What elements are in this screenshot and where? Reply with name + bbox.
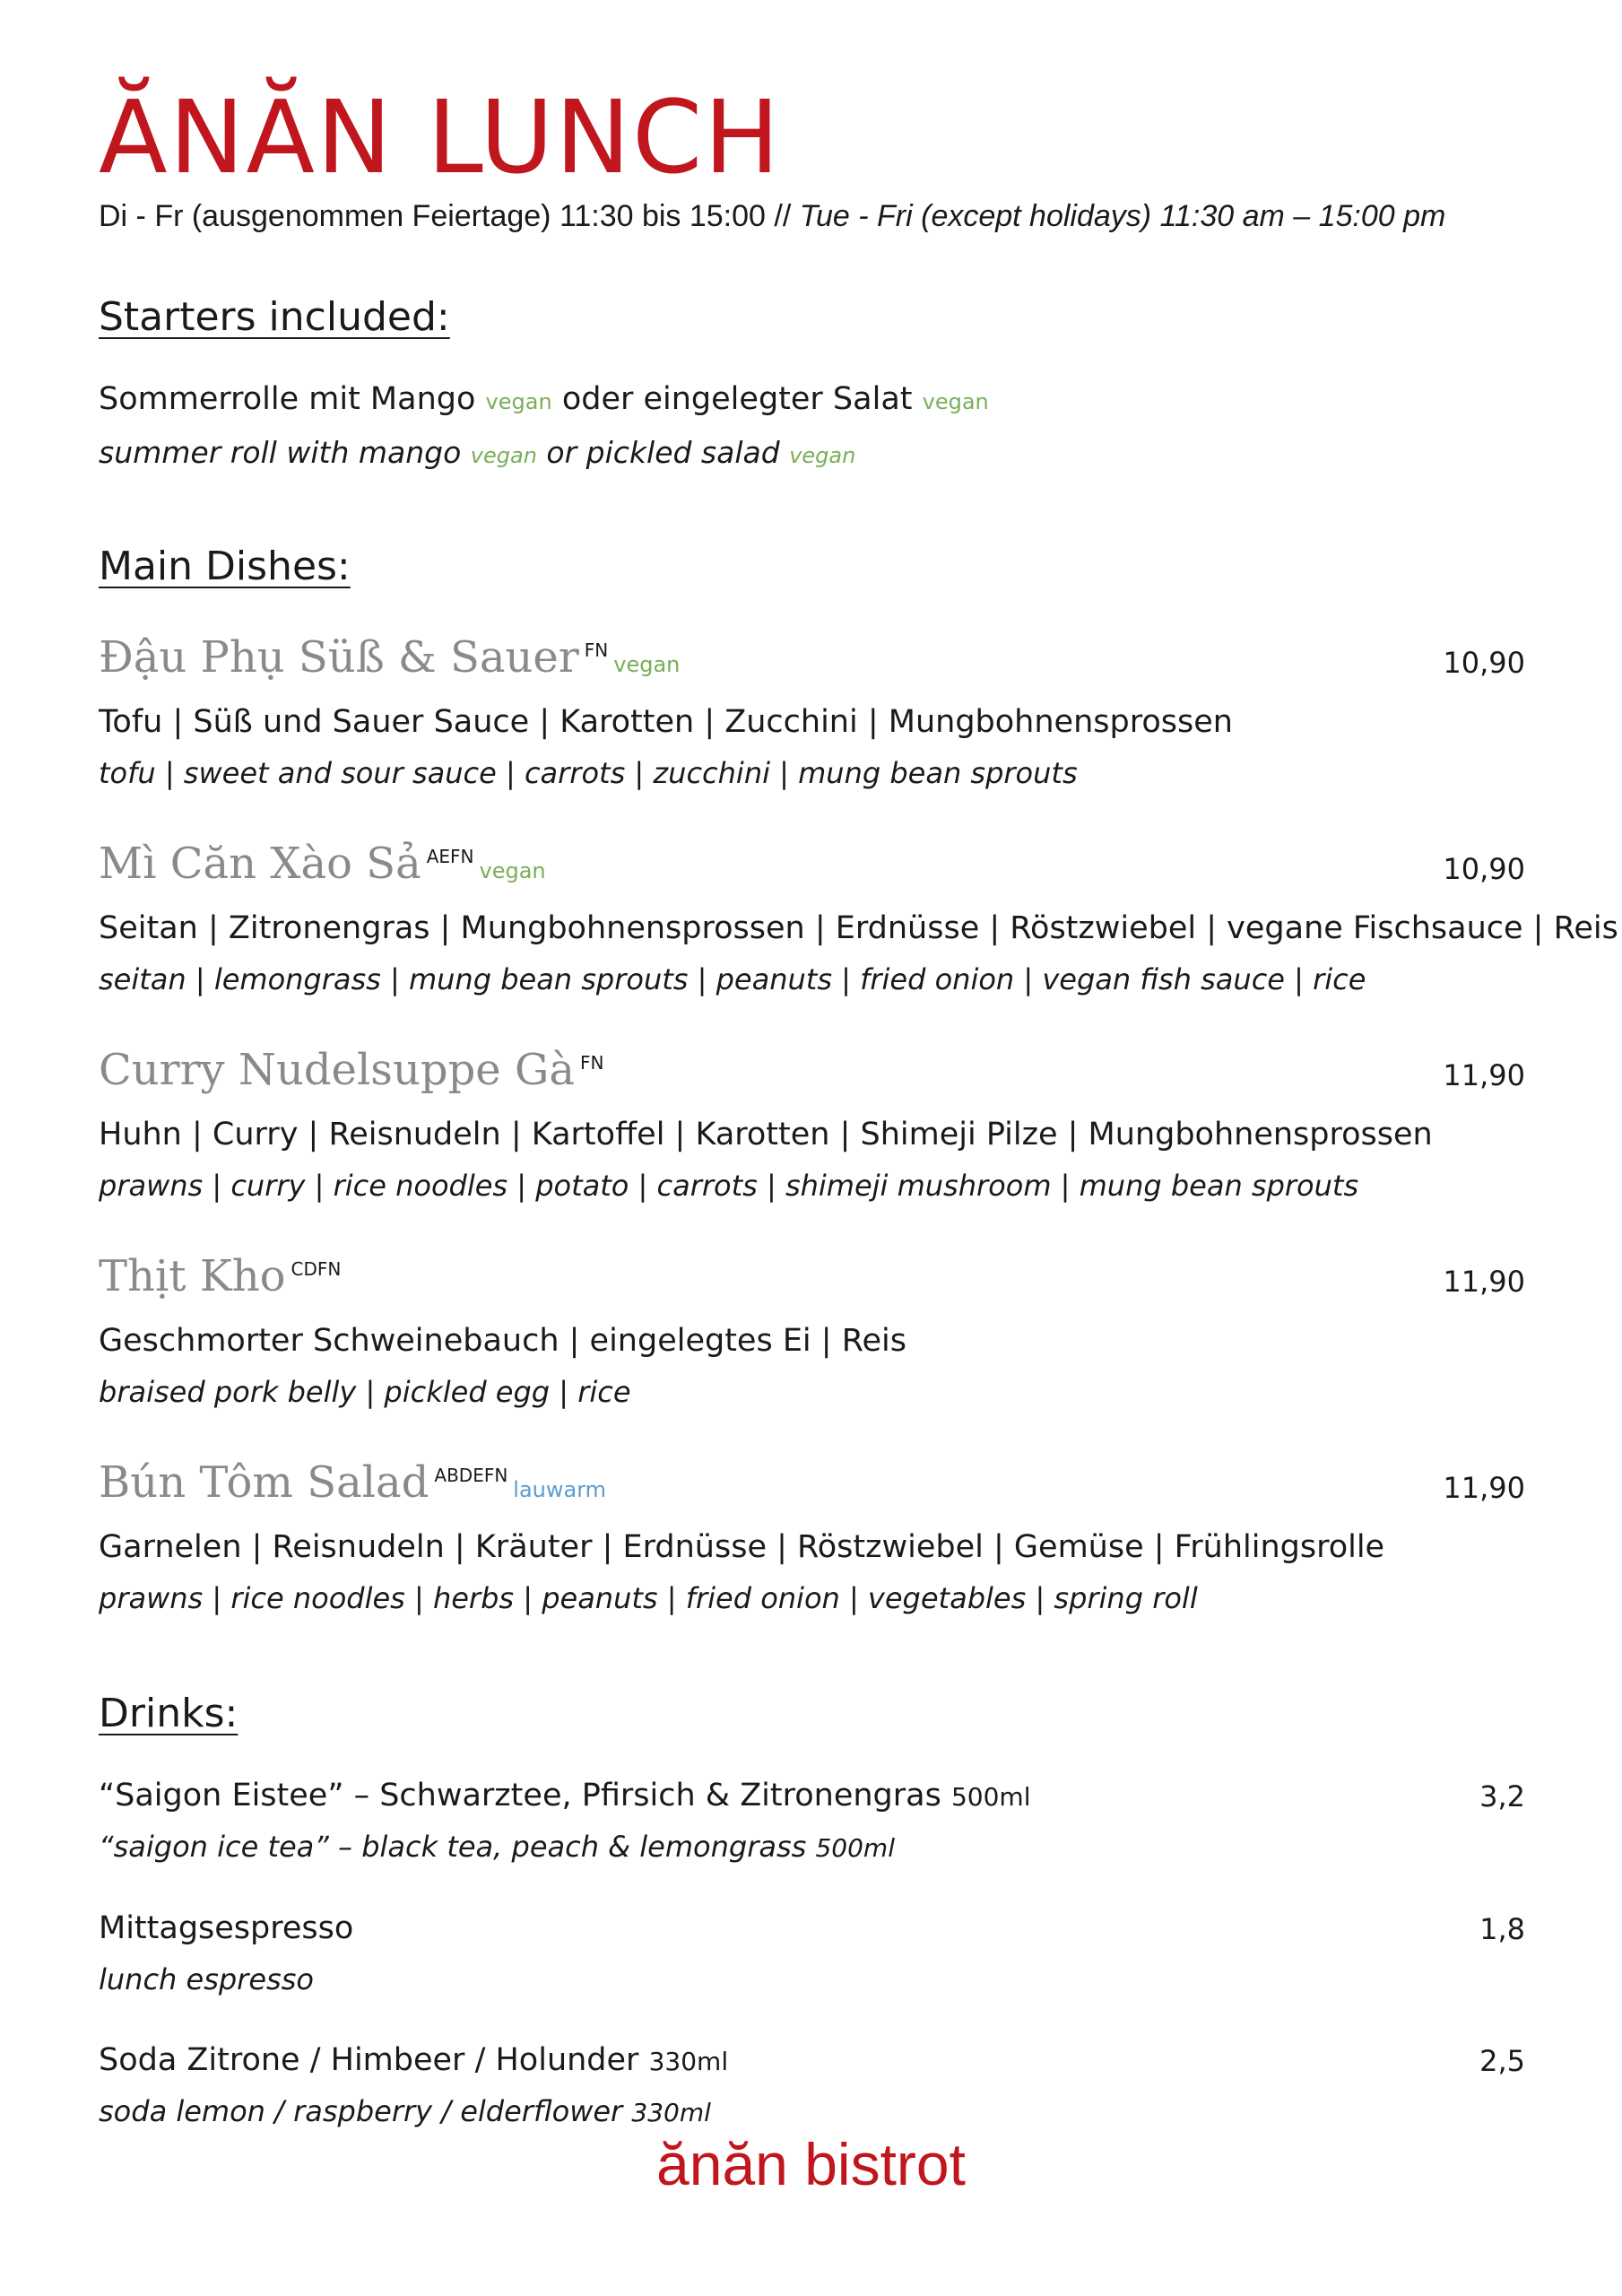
dish-title: Curry Nudelsuppe Gà xyxy=(99,1045,575,1095)
dish-description-en: seitan | lemongrass | mung bean sprouts | peanuts | fried onion | vegan fish sauce | rice xyxy=(99,962,1366,996)
dish-description-de: Geschmorter Schweinebauch | eingelegtes Ei | Reis xyxy=(99,1323,906,1359)
dish-name xyxy=(99,1251,341,1301)
dish-description-en: prawns | rice noodles | herbs | peanuts | fried onion | vegetables | spring roll xyxy=(99,1581,1198,1615)
allergen-codes: ABDEFN xyxy=(434,1465,508,1486)
page-title: ĂNĂN LUNCH xyxy=(99,80,782,196)
dish-title: Bún Tôm Salad xyxy=(99,1457,429,1508)
drink-price: 3,2 xyxy=(1479,1779,1525,1813)
drink-name-en xyxy=(99,1830,895,1864)
dish-description-en: braised pork belly | pickled egg | rice xyxy=(99,1375,631,1409)
drink-volume: 330ml xyxy=(648,2047,729,2076)
drink-volume: 330ml xyxy=(631,2098,711,2127)
dish-name xyxy=(99,1045,603,1095)
dish-description-de: Huhn | Curry | Reisnudeln | Kartoffel | Karotten | Shimeji Pilze | Mungbohnensprossen xyxy=(99,1117,1433,1152)
vegan-tag: vegan xyxy=(470,443,537,468)
opening-hours-en: Tue - Fri (except holidays) 11:30 am – 15:00 pm xyxy=(799,199,1446,233)
allergen-codes: CDFN xyxy=(291,1258,342,1280)
drink-volume: 500ml xyxy=(950,1782,1031,1812)
allergen-codes: FN xyxy=(579,1052,604,1074)
vegan-tag: vegan xyxy=(613,652,681,677)
drink-title: “Saigon Eistee” – Schwarztee, Pfirsich & Zitronengras xyxy=(99,1778,941,1813)
dish-price: 11,90 xyxy=(1443,1265,1525,1299)
vegan-tag: vegan xyxy=(485,389,552,414)
dish-name xyxy=(99,1457,606,1508)
drinks-heading: Drinks: xyxy=(99,1691,239,1736)
drink-name-de xyxy=(99,1910,353,1946)
drink-name-de xyxy=(99,2042,728,2078)
starter-item1-de: Sommerrolle mit Mango xyxy=(99,381,476,417)
dish-title: Mì Căn Xào Sả xyxy=(99,839,421,889)
starters-line-en xyxy=(99,435,855,470)
drink-title-en: soda lemon / raspberry / elderflower xyxy=(99,2094,623,2128)
opening-hours-de: Di - Fr (ausgenommen Feiertage) 11:30 bis 15:00 // xyxy=(99,199,792,233)
drink-name-en xyxy=(99,2094,711,2128)
drink-name-en xyxy=(99,1962,314,1996)
allergen-codes: AEFN xyxy=(426,846,474,867)
dish-price: 11,90 xyxy=(1443,1471,1525,1505)
drink-title: Soda Zitrone / Himbeer / Holunder xyxy=(99,2042,639,2078)
drink-price: 2,5 xyxy=(1479,2044,1525,2078)
dish-description-de: Tofu | Süß und Sauer Sauce | Karotten | Zucchini | Mungbohnensprossen xyxy=(99,704,1233,740)
main-dishes-heading: Main Dishes: xyxy=(99,544,351,589)
vegan-tag: vegan xyxy=(479,858,546,883)
drink-price: 1,8 xyxy=(1479,1912,1525,1946)
drink-title-en: “saigon ice tea” – black tea, peach & lemongrass xyxy=(99,1830,807,1864)
starter-conj-de: oder eingelegter Salat xyxy=(561,381,913,417)
drink-name-de xyxy=(99,1778,1030,1813)
drink-title-en: lunch espresso xyxy=(99,1962,314,1996)
dish-name xyxy=(99,839,546,889)
dish-description-en: tofu | sweet and sour sauce | carrots | zucchini | mung bean sprouts xyxy=(99,756,1078,790)
dish-name xyxy=(99,632,680,683)
drink-volume: 500ml xyxy=(815,1833,895,1863)
vegan-tag: vegan xyxy=(922,389,989,414)
allergen-codes: FN xyxy=(584,639,609,661)
bistrot-logo: ănăn bistrot xyxy=(656,2131,966,2197)
dish-title: Thịt Kho xyxy=(99,1251,286,1301)
starter-item1-en: summer roll with mango xyxy=(99,435,462,470)
dish-description-de: Seitan | Zitronengras | Mungbohnensprossen | Erdnüsse | Röstzwiebel | vegane Fischsauce | Reis xyxy=(99,910,1618,946)
dish-price: 10,90 xyxy=(1443,646,1525,680)
starters-heading: Starters included: xyxy=(99,294,450,340)
starter-conj-en: or pickled salad xyxy=(546,435,780,470)
dish-price: 11,90 xyxy=(1443,1058,1525,1092)
dish-description-de: Garnelen | Reisnudeln | Kräuter | Erdnüsse | Röstzwiebel | Gemüse | Frühlingsrolle xyxy=(99,1529,1385,1565)
dish-title: Đậu Phụ Süß & Sauer xyxy=(99,632,579,683)
starters-line-de xyxy=(99,381,989,417)
dish-price: 10,90 xyxy=(1443,852,1525,886)
lukewarm-tag: lauwarm xyxy=(513,1477,607,1502)
drink-title: Mittagsespresso xyxy=(99,1910,354,1946)
opening-hours xyxy=(99,199,1445,234)
dish-description-en: prawns | curry | rice noodles | potato | carrots | shimeji mushroom | mung bean sprouts xyxy=(99,1169,1359,1203)
vegan-tag: vegan xyxy=(789,443,856,468)
